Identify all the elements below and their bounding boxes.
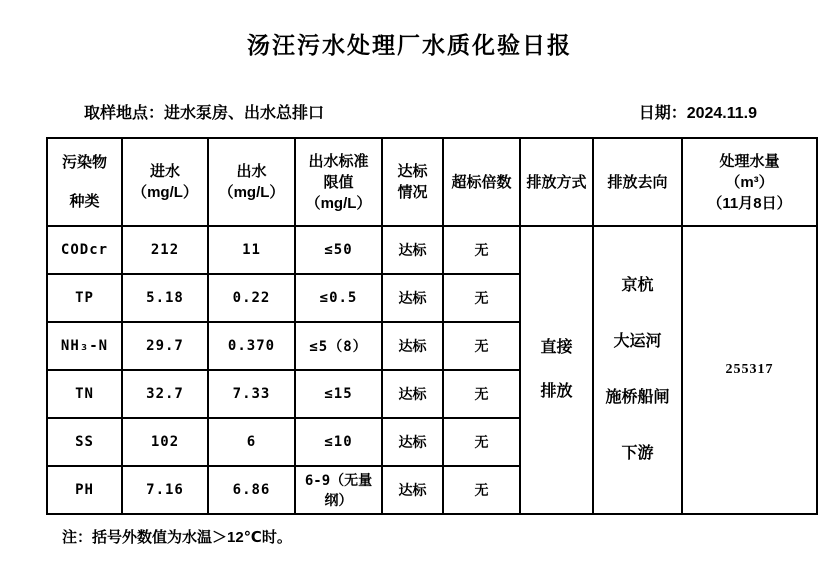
effluent-value: 6 (208, 418, 295, 466)
influent-value: 29.7 (122, 322, 208, 370)
status-value: 达标 (382, 370, 443, 418)
influent-value: 32.7 (122, 370, 208, 418)
limit-value: ≤10 (295, 418, 382, 466)
effluent-value: 0.22 (208, 274, 295, 322)
effluent-value: 11 (208, 226, 295, 274)
discharge-mode-line1: 直接 (540, 339, 573, 356)
header-compliance (382, 138, 443, 226)
limit-value: ≤50 (295, 226, 382, 274)
meta-row (84, 100, 757, 123)
limit-value: 6-9（无量纲） (295, 466, 382, 514)
header-compliance-line2: 情况 (397, 184, 428, 201)
exceed-value: 无 (443, 370, 520, 418)
header-treated-volume-line1: 处理水量 (719, 152, 780, 170)
discharge-mode-line2: 排放 (540, 383, 573, 400)
influent-value: 212 (122, 226, 208, 274)
status-value: 达标 (382, 274, 443, 322)
influent-value: 5.18 (122, 274, 208, 322)
discharge-mode-cell (520, 226, 593, 514)
header-pollutant-line2: 种类 (69, 193, 100, 210)
effluent-value: 0.370 (208, 322, 295, 370)
water-quality-table (46, 137, 818, 515)
header-exceed-ratio: 超标倍数 (443, 138, 520, 226)
discharge-destination-line4: 下游 (621, 445, 654, 462)
header-discharge-destination: 排放去向 (593, 138, 682, 226)
header-limit (295, 138, 382, 226)
header-influent-line1: 进水 (149, 163, 180, 180)
header-treated-volume-date: （11月8日） (707, 194, 792, 212)
exceed-value: 无 (443, 466, 520, 514)
header-limit-line2: 限值 (323, 173, 354, 191)
header-row (47, 138, 817, 226)
table-row-codcr (47, 226, 817, 274)
pollutant-name: NH₃-N (47, 322, 122, 370)
limit-value: ≤0.5 (295, 274, 382, 322)
status-value: 达标 (382, 322, 443, 370)
pollutant-name: TN (47, 370, 122, 418)
header-pollutant-line1: 污染物 (61, 154, 107, 171)
header-compliance-line1: 达标 (397, 163, 428, 180)
pollutant-name: PH (47, 466, 122, 514)
page-title: 汤汪污水处理厂水质化验日报 (247, 32, 572, 58)
discharge-destination-line2: 大运河 (613, 333, 662, 350)
status-value: 达标 (382, 226, 443, 274)
exceed-value: 无 (443, 226, 520, 274)
pollutant-name: TP (47, 274, 122, 322)
header-treated-volume-unit: （m³） (725, 173, 774, 191)
discharge-destination-line1: 京杭 (621, 277, 654, 294)
header-influent (122, 138, 208, 226)
discharge-destination-line3: 施桥船闸 (605, 389, 670, 406)
effluent-value: 6.86 (208, 466, 295, 514)
header-limit-unit: （mg/L） (305, 194, 372, 212)
influent-value: 7.16 (122, 466, 208, 514)
header-discharge-mode: 排放方式 (520, 138, 593, 226)
pollutant-name: SS (47, 418, 122, 466)
discharge-destination-cell (593, 226, 682, 514)
exceed-value: 无 (443, 274, 520, 322)
pollutant-name: CODcr (47, 226, 122, 274)
effluent-value: 7.33 (208, 370, 295, 418)
status-value: 达标 (382, 466, 443, 514)
limit-value: ≤15 (295, 370, 382, 418)
status-value: 达标 (382, 418, 443, 466)
header-effluent-unit: （mg/L） (218, 184, 285, 201)
treated-volume-cell: 255317 (682, 226, 817, 514)
header-treated-volume (682, 138, 817, 226)
sampling-point-label: 取样地点：进水泵房、出水总排口 (84, 105, 325, 122)
date-label: 日期：2024.11.9 (638, 105, 757, 122)
footnote: 注：括号外数值为水温＞12℃时。 (62, 529, 292, 546)
header-pollutant-type (47, 138, 122, 226)
exceed-value: 无 (443, 418, 520, 466)
influent-value: 102 (122, 418, 208, 466)
header-effluent (208, 138, 295, 226)
header-limit-line1: 出水标准 (308, 152, 369, 170)
header-influent-unit: （mg/L） (132, 184, 198, 201)
header-effluent-line1: 出水 (236, 163, 267, 180)
limit-value: ≤5（8） (295, 322, 382, 370)
exceed-value: 无 (443, 322, 520, 370)
